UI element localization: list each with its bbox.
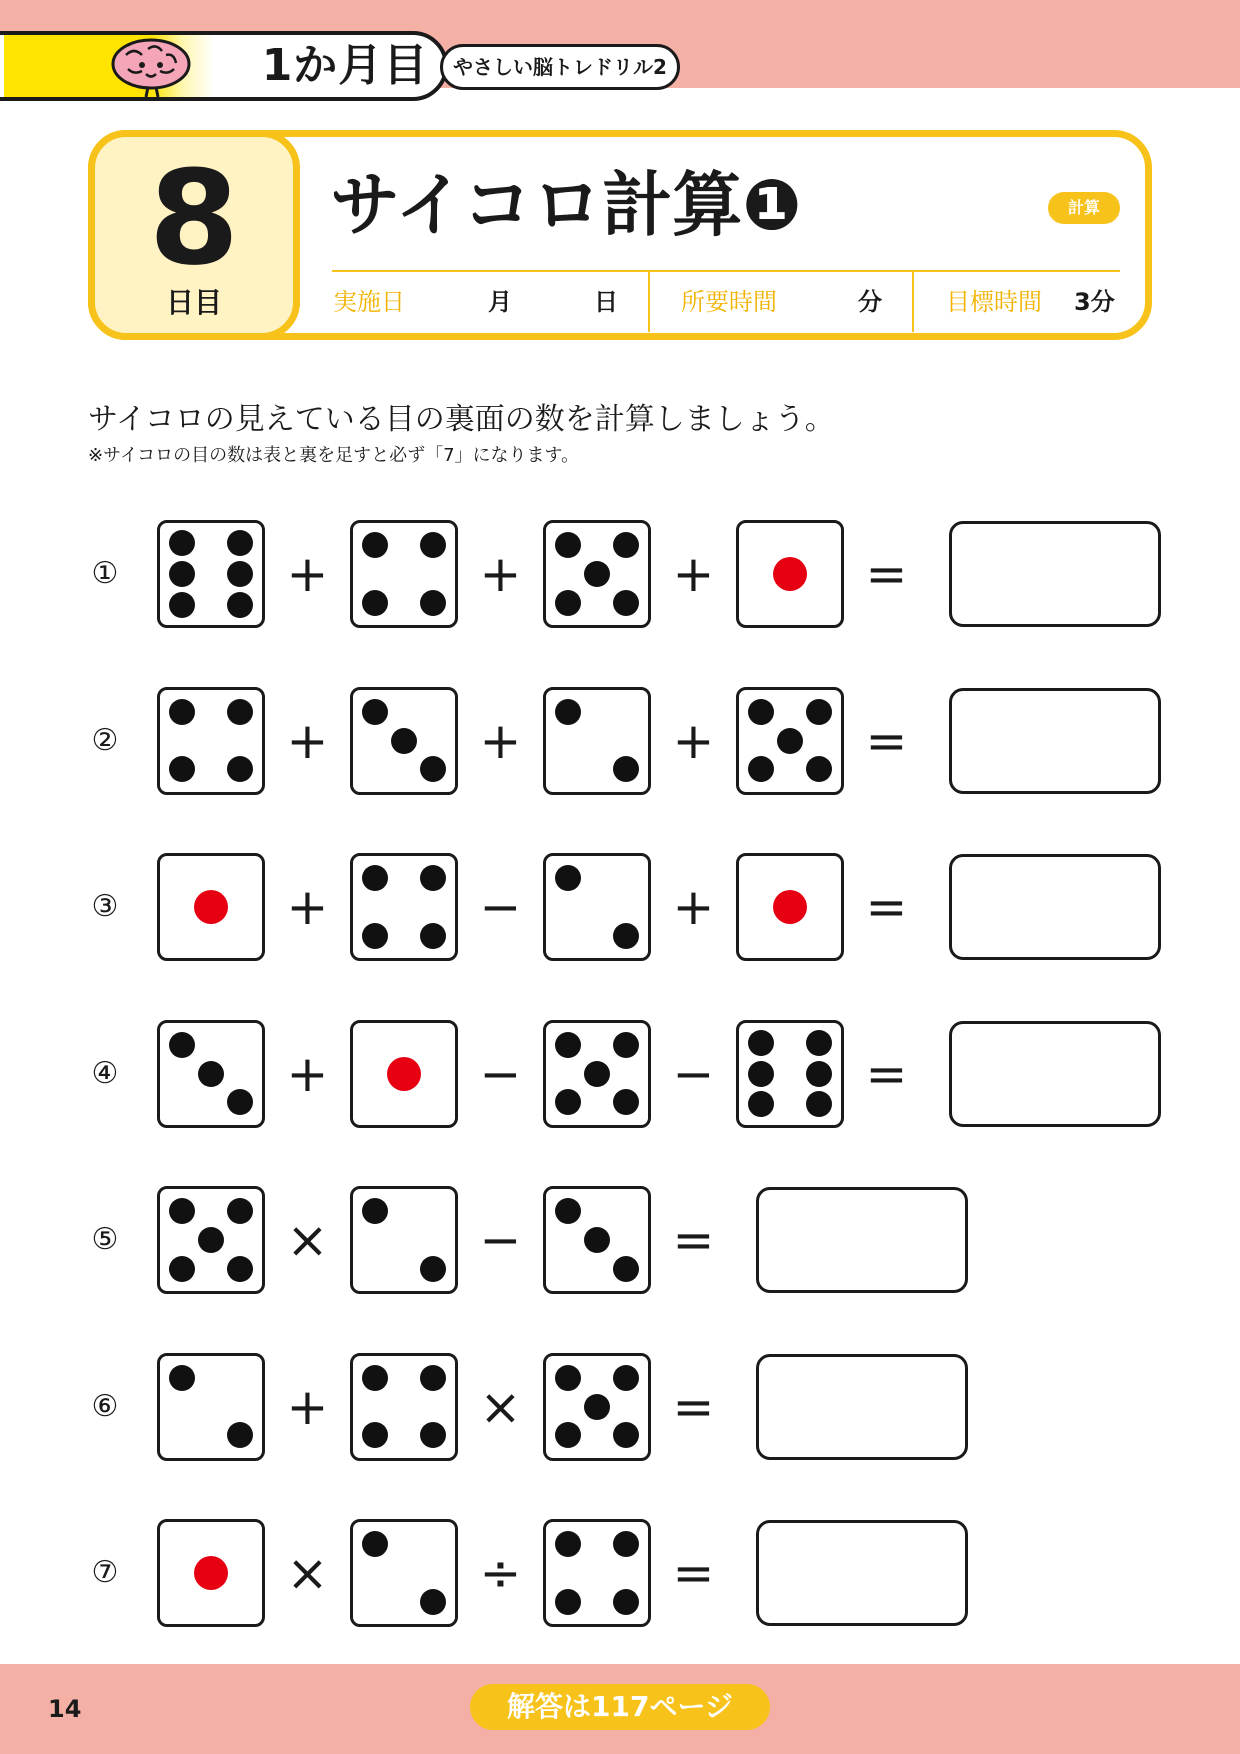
die-pip — [227, 1422, 253, 1448]
info-divider — [332, 270, 1120, 272]
die-pip — [362, 923, 388, 949]
page-title: サイコロ計算❶ — [330, 164, 802, 246]
die-pip — [584, 1061, 610, 1087]
operator-sign: + — [672, 878, 715, 936]
die-pip — [613, 532, 639, 558]
answer-box[interactable] — [949, 1021, 1161, 1127]
die-pip — [420, 923, 446, 949]
die-pip — [613, 1589, 639, 1615]
die-pip — [420, 1256, 446, 1282]
operator-sign: + — [286, 878, 329, 936]
die-pip — [555, 1531, 581, 1557]
date-day-field[interactable]: 日 — [594, 288, 618, 316]
die-pip — [420, 1365, 446, 1391]
die-pip — [227, 1089, 253, 1115]
die-pip — [420, 1589, 446, 1615]
operator-sign: − — [479, 878, 522, 936]
die-pip — [748, 699, 774, 725]
info-separator — [912, 270, 914, 332]
die-pip — [227, 530, 253, 556]
die-pip — [194, 1556, 228, 1590]
die-face-3 — [543, 1186, 651, 1294]
die-pip — [748, 1061, 774, 1087]
die-pip — [362, 865, 388, 891]
day-unit: 日目 — [165, 286, 222, 319]
die-pip — [555, 1032, 581, 1058]
die-pip — [227, 1198, 253, 1224]
page-number: 14 — [48, 1695, 82, 1723]
operator-sign: − — [479, 1044, 522, 1103]
die-face-2 — [543, 853, 651, 961]
die-face-5 — [736, 687, 844, 795]
problem-number: ③ — [91, 889, 119, 924]
die-pip — [806, 1091, 832, 1117]
die-pip — [806, 1061, 832, 1087]
die-pip — [169, 1198, 195, 1224]
die-face-3 — [350, 687, 458, 795]
die-pip — [169, 530, 195, 556]
die-face-1 — [736, 853, 844, 961]
operator-sign: × — [286, 1211, 329, 1269]
die-pip — [227, 561, 253, 587]
die-pip — [362, 1531, 388, 1557]
die-pip — [362, 1198, 388, 1224]
equals-sign: = — [865, 545, 908, 603]
operator-sign: + — [286, 1044, 329, 1103]
die-pip — [584, 1227, 610, 1253]
die-face-1 — [350, 1020, 458, 1128]
die-pip — [806, 699, 832, 725]
die-pip — [555, 532, 581, 558]
die-pip — [555, 1365, 581, 1391]
instruction-note: ※サイコロの目の数は表と裏を足すと必ず「7」になります。 — [88, 445, 580, 466]
die-pip — [169, 561, 195, 587]
operator-sign: + — [479, 711, 522, 770]
die-pip — [613, 1089, 639, 1115]
die-face-5 — [157, 1186, 265, 1294]
die-pip — [227, 592, 253, 618]
die-pip — [420, 532, 446, 558]
die-pip — [773, 890, 807, 924]
die-pip — [169, 1032, 195, 1058]
die-face-5 — [543, 1020, 651, 1128]
die-pip — [555, 699, 581, 725]
die-pip — [169, 1256, 195, 1282]
die-pip — [169, 699, 195, 725]
date-label: 実施日 — [333, 288, 405, 316]
problem-number: ⑦ — [91, 1555, 119, 1590]
answer-box[interactable] — [949, 521, 1161, 627]
die-pip — [555, 1198, 581, 1224]
die-face-2 — [350, 1519, 458, 1627]
die-face-2 — [350, 1186, 458, 1294]
die-pip — [613, 1032, 639, 1058]
die-pip — [420, 865, 446, 891]
die-face-4 — [350, 1353, 458, 1461]
die-face-6 — [157, 520, 265, 628]
operator-sign: + — [286, 711, 329, 770]
operator-sign: ÷ — [479, 1544, 522, 1602]
die-pip — [613, 1365, 639, 1391]
info-separator — [648, 270, 650, 332]
die-pip — [613, 1422, 639, 1448]
die-face-4 — [543, 1519, 651, 1627]
die-pip — [362, 1365, 388, 1391]
problem-number: ⑥ — [91, 1388, 119, 1424]
die-pip — [613, 1256, 639, 1282]
instruction-text: サイコロの見えている目の裏面の数を計算しましょう。 — [88, 402, 835, 437]
die-pip — [777, 728, 803, 754]
problem-number: ④ — [91, 1055, 119, 1091]
die-pip — [391, 728, 417, 754]
die-pip — [227, 756, 253, 782]
die-pip — [420, 1422, 446, 1448]
die-face-4 — [350, 520, 458, 628]
die-pip — [227, 699, 253, 725]
category-badge: 計算 — [1048, 192, 1120, 224]
operator-sign: − — [479, 1211, 522, 1269]
die-pip — [806, 756, 832, 782]
operator-sign: + — [286, 1377, 329, 1436]
die-pip — [420, 756, 446, 782]
answer-box[interactable] — [949, 688, 1161, 794]
die-face-2 — [157, 1353, 265, 1461]
die-pip — [169, 592, 195, 618]
die-pip — [169, 756, 195, 782]
die-pip — [806, 1030, 832, 1056]
operator-sign: + — [479, 545, 522, 603]
equals-sign: = — [672, 1211, 715, 1269]
die-pip — [584, 1394, 610, 1420]
equals-sign: = — [865, 1044, 908, 1103]
die-face-4 — [157, 687, 265, 795]
die-pip — [555, 865, 581, 891]
problem-number: ⑤ — [91, 1222, 119, 1257]
problem-number: ① — [91, 556, 119, 591]
elapsed-field[interactable]: 分 — [858, 288, 882, 316]
answer-box[interactable] — [756, 1354, 968, 1460]
die-pip — [748, 1091, 774, 1117]
operator-sign: + — [672, 711, 715, 770]
die-pip — [362, 1422, 388, 1448]
equals-sign: = — [865, 711, 908, 770]
die-pip — [613, 756, 639, 782]
equals-sign: = — [672, 1544, 715, 1602]
operator-sign: × — [479, 1377, 522, 1436]
die-pip — [387, 1057, 421, 1091]
die-face-1 — [736, 520, 844, 628]
answer-box[interactable] — [756, 1187, 968, 1293]
operator-sign: × — [286, 1544, 329, 1602]
die-face-1 — [157, 853, 265, 961]
die-pip — [584, 561, 610, 587]
die-pip — [362, 590, 388, 616]
answer-box[interactable] — [949, 854, 1161, 960]
die-pip — [198, 1227, 224, 1253]
date-month-field[interactable]: 月 — [488, 288, 512, 316]
target-value: 3分 — [1074, 288, 1115, 316]
die-pip — [773, 557, 807, 591]
elapsed-label: 所要時間 — [681, 288, 777, 316]
die-face-1 — [157, 1519, 265, 1627]
problem-number: ② — [91, 722, 119, 758]
die-face-4 — [350, 853, 458, 961]
die-face-6 — [736, 1020, 844, 1128]
die-pip — [748, 756, 774, 782]
target-label: 目標時間 — [946, 288, 1042, 316]
die-pip — [227, 1256, 253, 1282]
die-pip — [420, 590, 446, 616]
month-label: 1か月目 — [261, 40, 429, 91]
die-pip — [555, 590, 581, 616]
equals-sign: = — [672, 1377, 715, 1436]
die-face-5 — [543, 1353, 651, 1461]
die-pip — [362, 699, 388, 725]
series-title: やさしい脳トレドリル2 — [440, 44, 680, 90]
die-pip — [198, 1061, 224, 1087]
brain-mascot-icon — [108, 37, 194, 99]
die-pip — [748, 1030, 774, 1056]
operator-sign: + — [286, 545, 329, 603]
answer-reference: 解答は117ページ — [470, 1684, 770, 1730]
die-pip — [362, 532, 388, 558]
equals-sign: = — [865, 878, 908, 936]
die-pip — [555, 1589, 581, 1615]
die-face-2 — [543, 687, 651, 795]
operator-sign: + — [672, 545, 715, 603]
die-pip — [194, 890, 228, 924]
answer-box[interactable] — [756, 1520, 968, 1626]
die-face-3 — [157, 1020, 265, 1128]
die-pip — [613, 1531, 639, 1557]
day-number: 8 — [148, 142, 240, 294]
die-pip — [613, 590, 639, 616]
operator-sign: − — [672, 1044, 715, 1103]
die-pip — [613, 923, 639, 949]
die-face-5 — [543, 520, 651, 628]
die-pip — [555, 1422, 581, 1448]
die-pip — [555, 1089, 581, 1115]
die-pip — [169, 1365, 195, 1391]
